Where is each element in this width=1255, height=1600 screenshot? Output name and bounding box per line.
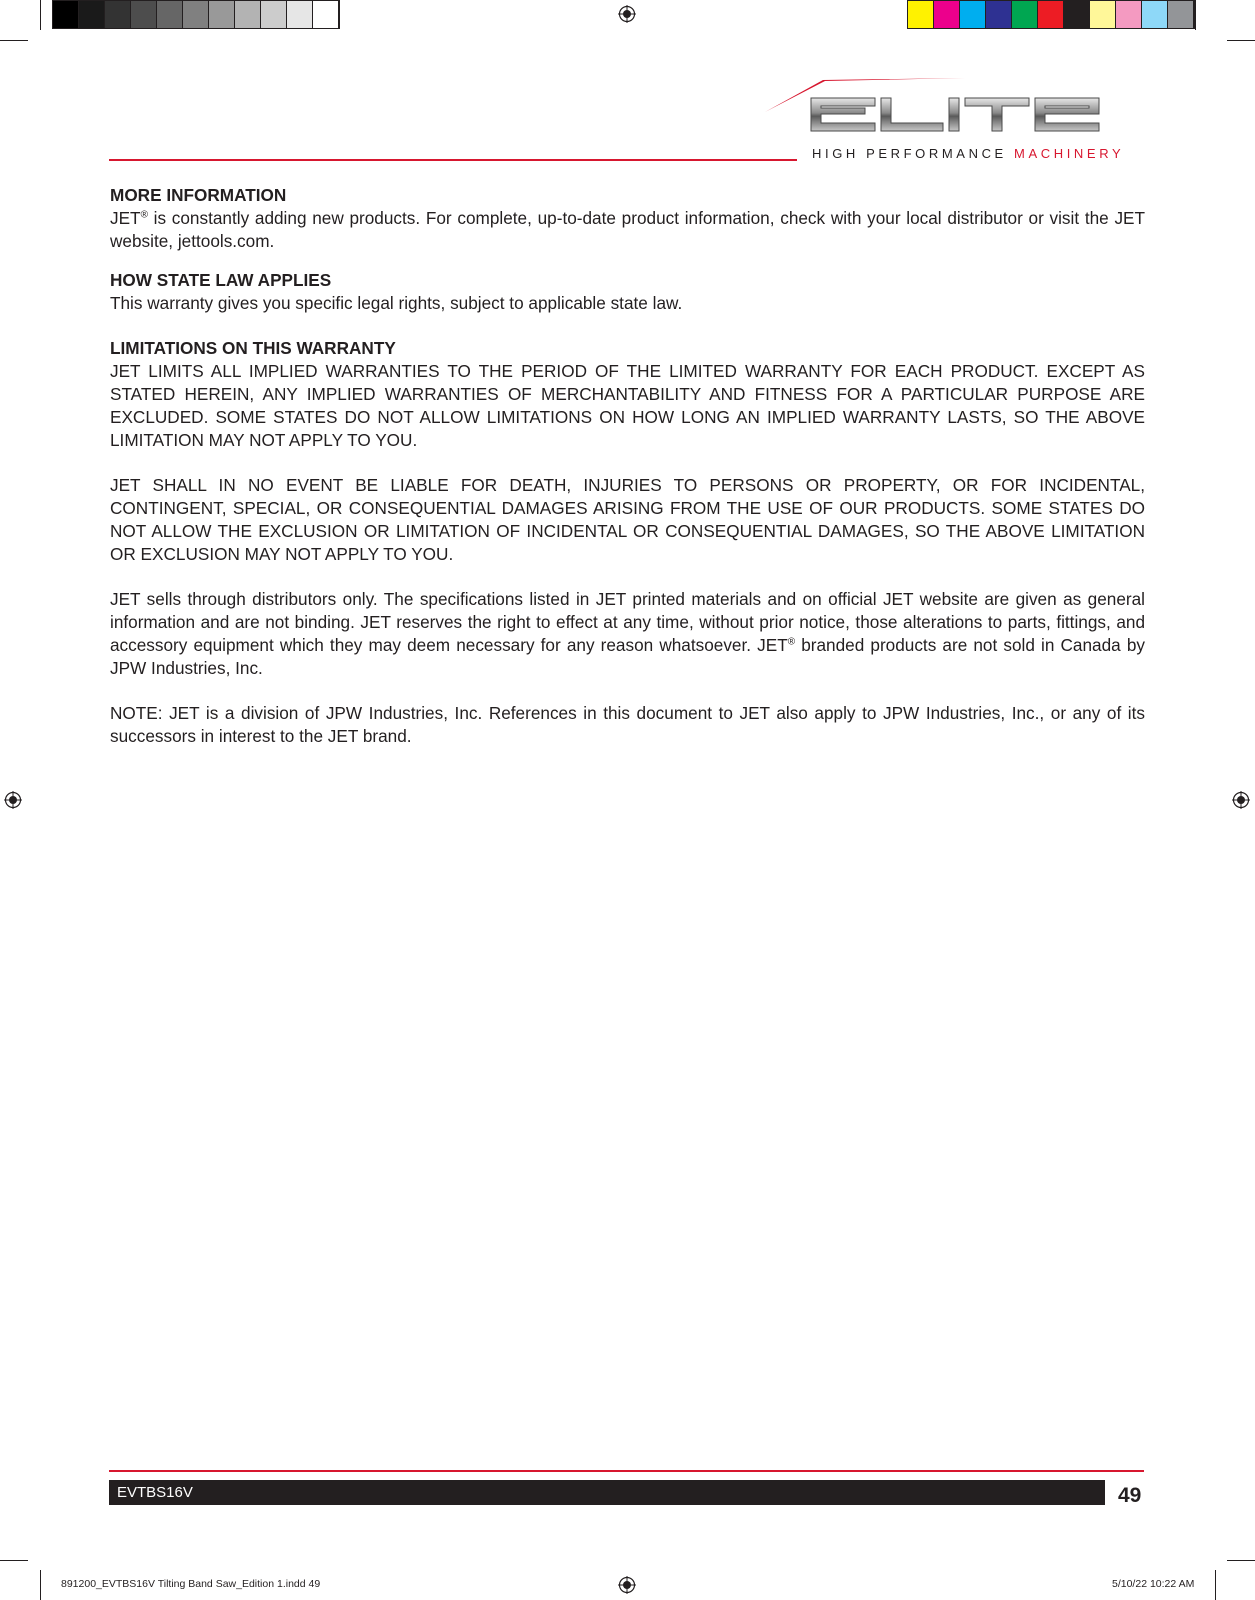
slug-filename: 891200_EVTBS16V Tilting Band Saw_Edition 1.indd 49: [61, 1578, 321, 1590]
crop-mark: [0, 1560, 28, 1561]
note-paragraph: NOTE: JET is a division of JPW Industries, Inc. References in this document to JET also apply to JPW Industries, Inc., or any of its successors in interest to the JET brand.: [110, 703, 1145, 746]
crop-mark: [40, 1570, 41, 1600]
section-heading: MORE INFORMATION: [110, 185, 287, 205]
process-color-bar: [907, 0, 1195, 29]
gray-swatch: [79, 1, 105, 28]
crop-mark: [40, 0, 41, 30]
crop-mark: [1215, 1570, 1216, 1600]
color-swatch: [1012, 1, 1038, 28]
section-heading: LIMITATIONS ON THIS WARRANTY: [110, 338, 396, 358]
gray-swatch: [235, 1, 261, 28]
color-swatch: [1142, 1, 1168, 28]
logo-swoosh: [765, 78, 965, 112]
limitations-section: [110, 337, 1145, 748]
registration-mark-icon: [618, 5, 636, 23]
liability-paragraph: JET SHALL IN NO EVENT BE LIABLE FOR DEATH, INJURIES TO PERSONS OR PROPERTY, OR FOR INCIDENTAL, CONTINGENT, SPECIAL, OR CONSEQUENTIAL DAMAGES ARISING FROM THE USE OF OUR PRODUCTS. SOME STATES DO NOT ALLOW THE EXCLUSION OR LIMITATION OF INCIDENTAL OR CONSEQUENTIAL DAMAGES, SO THE ABOVE LIMITATION OR EXCLUSION MAY NOT APPLY TO YOU.: [110, 475, 1145, 564]
section-body: This warranty gives you specific legal rights, subject to applicable state law.: [110, 293, 683, 313]
state-law-section: [110, 269, 1145, 315]
registration-mark-icon: [618, 1576, 636, 1594]
section-body: JET® is constantly adding new products. For complete, up-to-date product information, check with your local distributor or visit the JET website, jettools.com.: [110, 208, 1145, 251]
color-swatch: [1168, 1, 1194, 28]
footer-rule: [109, 1470, 1144, 1472]
color-swatch: [960, 1, 986, 28]
gray-swatch: [131, 1, 157, 28]
color-swatch: [908, 1, 934, 28]
gray-swatch: [261, 1, 287, 28]
elite-logo: [765, 78, 1150, 136]
gray-swatch: [53, 1, 79, 28]
footer-model-bar: [109, 1480, 1105, 1505]
model-number: EVTBS16V: [117, 1484, 193, 1501]
section-heading: HOW STATE LAW APPLIES: [110, 270, 332, 290]
registration-mark-icon: [1232, 791, 1250, 809]
gray-swatch: [209, 1, 235, 28]
slug-date: 5/10/22 10:22 AM: [1112, 1578, 1195, 1590]
more-information-section: [110, 184, 1145, 253]
color-swatch: [1064, 1, 1090, 28]
crop-mark: [0, 40, 28, 41]
registration-mark-icon: [4, 791, 22, 809]
header-rule: [109, 159, 797, 161]
header-tagline: HIGH PERFORMANCE MACHINERY: [812, 146, 1125, 161]
crop-mark: [1227, 40, 1255, 41]
gray-swatch: [157, 1, 183, 28]
color-swatch: [1116, 1, 1142, 28]
grayscale-color-bar: [52, 0, 340, 29]
page-number: 49: [1118, 1484, 1142, 1507]
gray-swatch: [287, 1, 313, 28]
color-swatch: [1090, 1, 1116, 28]
gray-swatch: [105, 1, 131, 28]
crop-mark: [1195, 0, 1196, 30]
limitations-paragraph: JET LIMITS ALL IMPLIED WARRANTIES TO THE PERIOD OF THE LIMITED WARRANTY FOR EACH PRODUCT. EXCEPT AS STATED HEREIN, ANY IMPLIED WARRANTIES OF MERCHANTABILITY AND FITNESS FOR A PARTICULAR PURPOSE ARE EXCLUDED. SOME STATES DO NOT ALLOW LIMITATIONS ON HOW LONG AN IMPLIED WARRANTY LASTS, SO THE ABOVE LIMITATION MAY NOT APPLY TO YOU.: [110, 361, 1145, 450]
gray-swatch: [183, 1, 209, 28]
crop-mark: [1227, 1560, 1255, 1561]
distributors-paragraph: JET sells through distributors only. The specifications listed in JET printed materials and on official JET website are given as general information and are not binding. JET reserves the right to effect at any time, without prior notice, those alterations to parts, fittings, and accessory equipment which they may deem necessary for any reason whatsoever. JET® branded products are not sold in Canada by JPW Industries, Inc.: [110, 589, 1145, 678]
color-swatch: [1038, 1, 1064, 28]
color-swatch: [934, 1, 960, 28]
gray-swatch: [313, 1, 339, 28]
color-swatch: [986, 1, 1012, 28]
tagline-accent: MACHINERY: [1014, 146, 1125, 161]
warranty-content: [110, 184, 1145, 748]
